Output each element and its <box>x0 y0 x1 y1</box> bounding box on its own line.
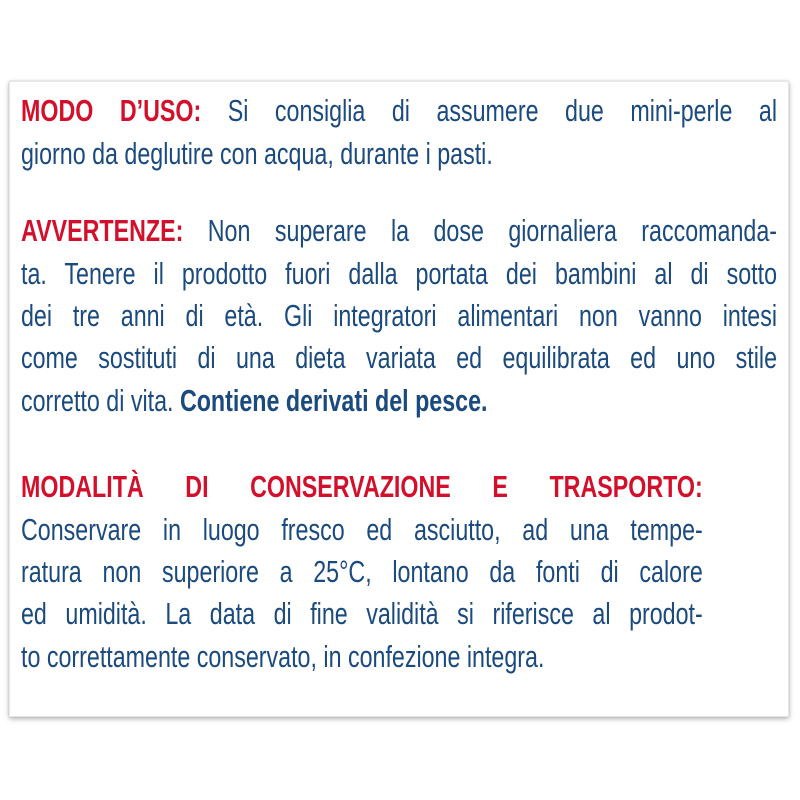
modo-uso-text-1: Si consiglia di assumere due mini-perle al <box>201 93 777 128</box>
avvertenze-heading: AVVERTENZE: <box>21 213 184 248</box>
conservazione-line-4 <box>21 636 544 678</box>
avvertenze-line-2 <box>21 253 777 295</box>
conservazione-heading: MODALITÀ DI CONSERVAZIONE E TRASPORTO: <box>21 469 703 504</box>
avvertenze-text-5: corretto di vita. <box>21 383 180 418</box>
modo-uso-text-2: giorno da deglutire con acqua, durante i pasti. <box>21 136 493 171</box>
avvertenze-text-4: come sostituti di una dieta variata ed equilibrata ed uno stile <box>21 340 777 375</box>
avvertenze-text-2: ta. Tenere il prodotto fuori dalla portata dei bambini al di sotto <box>21 256 777 291</box>
avvertenze-line-1 <box>21 210 777 252</box>
fish-derivatives-note: Contiene derivati del pesce. <box>179 383 488 418</box>
conservazione-line-1 <box>21 509 703 551</box>
conservazione-line-3 <box>21 593 703 635</box>
conservazione-text-4: to correttamente conservato, in confezione integra. <box>21 639 545 674</box>
conservazione-text-3: ed umidità. La data di fine validità si riferisce al prodot- <box>21 596 703 631</box>
conservazione-text-1: Conservare in luogo fresco ed asciutto, ad una tempe- <box>21 512 703 547</box>
avvertenze-line-5 <box>21 380 487 422</box>
label-panel <box>9 81 789 717</box>
avvertenze-text-1: Non superare la dose giornaliera raccomanda- <box>183 213 777 248</box>
modo-uso-line-2 <box>21 133 493 175</box>
avvertenze-line-4 <box>21 337 777 379</box>
conservazione-text-2: ratura non superiore a 25°C, lontano da fonti di calore <box>21 554 703 589</box>
avvertenze-line-3 <box>21 295 777 337</box>
conservazione-line-2 <box>21 551 703 593</box>
modo-uso-heading: MODO D’USO: <box>21 93 202 128</box>
conservazione-heading-line <box>21 466 703 508</box>
avvertenze-text-3: dei tre anni di età. Gli integratori alimentari non vanno intesi <box>21 298 777 333</box>
modo-uso-line-1 <box>21 90 777 132</box>
